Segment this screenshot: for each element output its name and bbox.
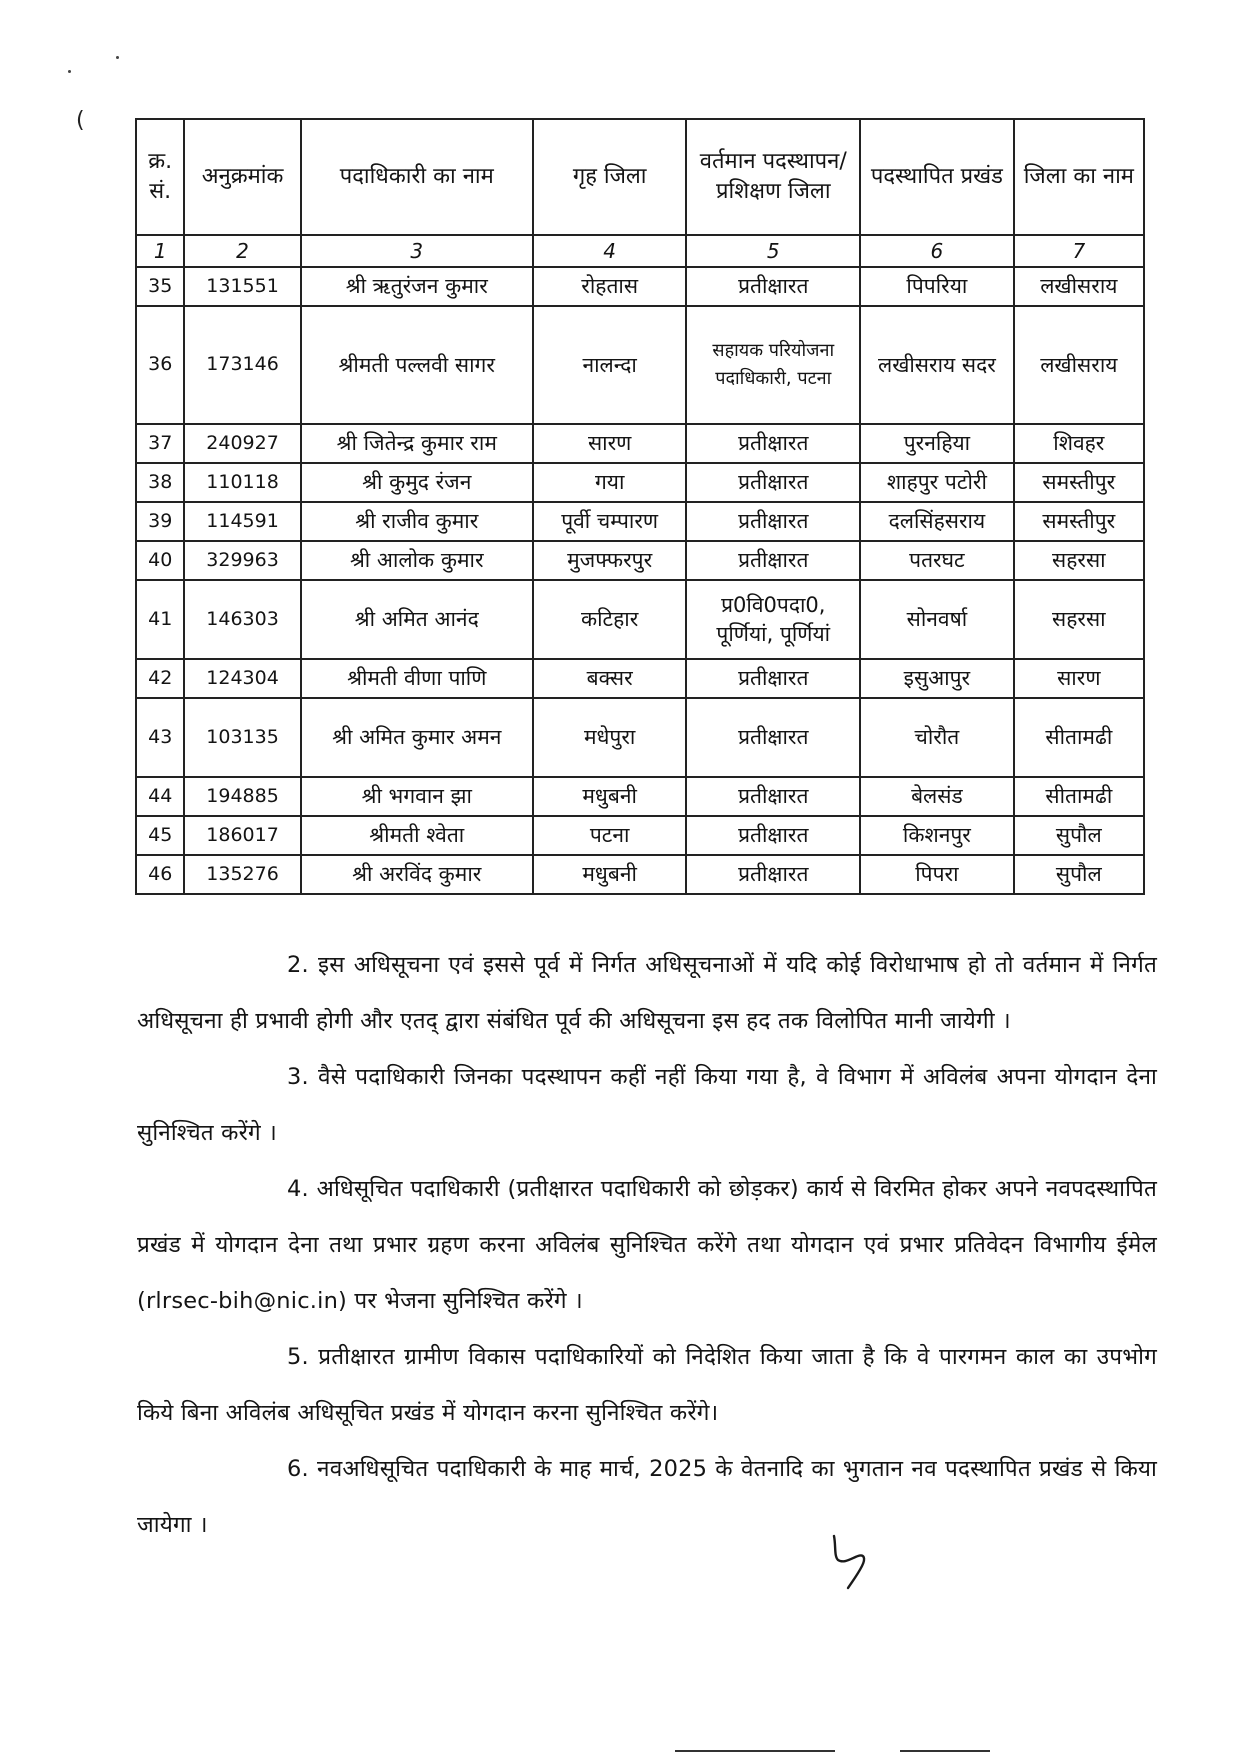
clause-3: 3. वैसे पदाधिकारी जिनका पदस्थापन कहीं नहीं किया गया है, वे विभाग में अविलंब अपना योगदान देना सुनिश्चित करेंगे ।: [137, 1064, 1157, 1146]
signature-mark: [828, 1532, 876, 1590]
column-index: 7: [1014, 235, 1144, 267]
footer-rule: [675, 1750, 835, 1752]
cell-roll: 110118: [184, 463, 300, 502]
cell-home-district: मधेपुरा: [533, 698, 687, 777]
cell-serial: 41: [136, 580, 184, 659]
cell-block: किशनपुर: [860, 816, 1014, 855]
cell-roll: 146303: [184, 580, 300, 659]
cell-block: बेलसंड: [860, 777, 1014, 816]
cell-district: सीतामढी: [1014, 698, 1144, 777]
cell-name: श्रीमती वीणा पाणि: [301, 659, 533, 698]
cell-name: श्री भगवान झा: [301, 777, 533, 816]
cell-name: श्री अरविंद कुमार: [301, 855, 533, 894]
table-row: [136, 580, 1144, 659]
table-row: [136, 659, 1144, 698]
cell-roll: 135276: [184, 855, 300, 894]
cell-block: सोनवर्षा: [860, 580, 1014, 659]
cell-block: चोरौत: [860, 698, 1014, 777]
clause-6: 6. नवअधिसूचित पदाधिकारी के माह मार्च, 2025 के वेतनादि का भुगतान नव पदस्थापित प्रखंड से किया जायेगा ।: [137, 1456, 1157, 1538]
cell-roll: 194885: [184, 777, 300, 816]
cell-name: श्री कुमुद रंजन: [301, 463, 533, 502]
cell-district: समस्तीपुर: [1014, 463, 1144, 502]
cell-district: लखीसराय: [1014, 306, 1144, 424]
cell-district: शिवहर: [1014, 424, 1144, 463]
cell-home-district: मुजफ्फरपुर: [533, 541, 687, 580]
cell-roll: 124304: [184, 659, 300, 698]
cell-serial: 44: [136, 777, 184, 816]
cell-block: इसुआपुर: [860, 659, 1014, 698]
cell-current-posting: प्रतीक्षारत: [686, 855, 860, 894]
cell-current-posting: प्रतीक्षारत: [686, 816, 860, 855]
cell-name: श्रीमती श्वेता: [301, 816, 533, 855]
scan-speck: [116, 56, 119, 59]
column-index: 3: [301, 235, 533, 267]
header-officer-name: पदाधिकारी का नाम: [301, 119, 533, 235]
cell-serial: 36: [136, 306, 184, 424]
table-row: [136, 855, 1144, 894]
cell-roll: 114591: [184, 502, 300, 541]
cell-home-district: पटना: [533, 816, 687, 855]
cell-block: लखीसराय सदर: [860, 306, 1014, 424]
cell-serial: 45: [136, 816, 184, 855]
cell-serial: 42: [136, 659, 184, 698]
clause-2: 2. इस अधिसूचना एवं इससे पूर्व में निर्गत अधिसूचनाओं में यदि कोई विरोधाभाष हो तो वर्तमान में निर्गत अधिसूचना ही प्रभावी होगी और एतद् द्वारा संबंधित पूर्व की अधिसूचना इस हद तक विलोपित मानी जायेगी ।: [137, 952, 1157, 1034]
cell-current-posting: प्रतीक्षारत: [686, 659, 860, 698]
cell-district: सारण: [1014, 659, 1144, 698]
cell-block: पिपरा: [860, 855, 1014, 894]
table-header-row: [136, 119, 1144, 235]
cell-roll: 240927: [184, 424, 300, 463]
cell-roll: 186017: [184, 816, 300, 855]
cell-name: श्री ऋतुरंजन कुमार: [301, 267, 533, 306]
cell-block: पुरनहिया: [860, 424, 1014, 463]
cell-name: श्री अमित कुमार अमन: [301, 698, 533, 777]
cell-serial: 38: [136, 463, 184, 502]
cell-roll: 173146: [184, 306, 300, 424]
cell-district: सुपौल: [1014, 855, 1144, 894]
cell-current-posting: प्रतीक्षारत: [686, 777, 860, 816]
notification-clauses: [137, 937, 1157, 1553]
officer-posting-table: [135, 118, 1145, 895]
column-index: 6: [860, 235, 1014, 267]
cell-current-posting: सहायक परियोजना पदाधिकारी, पटना: [686, 306, 860, 424]
table-row: [136, 541, 1144, 580]
cell-name: श्री आलोक कुमार: [301, 541, 533, 580]
header-roll-number: अनुक्रमांक: [184, 119, 300, 235]
table-row: [136, 777, 1144, 816]
column-index: 5: [686, 235, 860, 267]
cell-current-posting: प्रतीक्षारत: [686, 698, 860, 777]
table-row: [136, 306, 1144, 424]
header-current-posting: वर्तमान पदस्थापन/ प्रशिक्षण जिला: [686, 119, 860, 235]
cell-name: श्री अमित आनंद: [301, 580, 533, 659]
cell-roll: 329963: [184, 541, 300, 580]
table-row: [136, 424, 1144, 463]
cell-current-posting: प्रतीक्षारत: [686, 463, 860, 502]
header-posted-block: पदस्थापित प्रखंड: [860, 119, 1014, 235]
cell-home-district: गया: [533, 463, 687, 502]
cell-home-district: मधुबनी: [533, 777, 687, 816]
cell-current-posting: प्रतीक्षारत: [686, 541, 860, 580]
header-home-district: गृह जिला: [533, 119, 687, 235]
table-row: [136, 816, 1144, 855]
cell-district: सहरसा: [1014, 580, 1144, 659]
cell-block: शाहपुर पटोरी: [860, 463, 1014, 502]
cell-district: लखीसराय: [1014, 267, 1144, 306]
column-index-row: [136, 235, 1144, 267]
cell-serial: 46: [136, 855, 184, 894]
cell-district: सुपौल: [1014, 816, 1144, 855]
column-index: 4: [533, 235, 687, 267]
cell-serial: 39: [136, 502, 184, 541]
cell-block: दलसिंहसराय: [860, 502, 1014, 541]
header-serial: क्र. सं.: [136, 119, 184, 235]
cell-serial: 35: [136, 267, 184, 306]
cell-name: श्री राजीव कुमार: [301, 502, 533, 541]
cell-district: सहरसा: [1014, 541, 1144, 580]
cell-current-posting: प्रतीक्षारत: [686, 424, 860, 463]
clause-4: 4. अधिसूचित पदाधिकारी (प्रतीक्षारत पदाधिकारी को छोड़कर) कार्य से विरमित होकर अपने नवपदस्थापित प्रखंड में योगदान देना तथा प्रभार ग्रहण करना अविलंब सुनिश्चित करेंगे तथा योगदान एवं प्रभार प्रतिवेदन विभागीय ईमेल (rlrsec-bih@nic.in) पर भेजना सुनिश्चित करेंगे ।: [137, 1176, 1157, 1314]
cell-home-district: नालन्दा: [533, 306, 687, 424]
margin-mark: (: [76, 108, 85, 133]
cell-district: सीतामढी: [1014, 777, 1144, 816]
cell-name: श्री जितेन्द्र कुमार राम: [301, 424, 533, 463]
cell-serial: 37: [136, 424, 184, 463]
cell-home-district: मधुबनी: [533, 855, 687, 894]
table-row: [136, 267, 1144, 306]
table-row: [136, 502, 1144, 541]
table-row: [136, 698, 1144, 777]
cell-home-district: बक्सर: [533, 659, 687, 698]
cell-serial: 43: [136, 698, 184, 777]
cell-home-district: रोहतास: [533, 267, 687, 306]
footer-rule: [900, 1750, 990, 1752]
cell-block: पतरघट: [860, 541, 1014, 580]
cell-name: श्रीमती पल्लवी सागर: [301, 306, 533, 424]
cell-block: पिपरिया: [860, 267, 1014, 306]
table-row: [136, 463, 1144, 502]
cell-home-district: पूर्वी चम्पारण: [533, 502, 687, 541]
cell-roll: 103135: [184, 698, 300, 777]
cell-current-posting: प्रतीक्षारत: [686, 502, 860, 541]
header-district-name: जिला का नाम: [1014, 119, 1144, 235]
cell-serial: 40: [136, 541, 184, 580]
cell-current-posting: प्रतीक्षारत: [686, 267, 860, 306]
clause-5: 5. प्रतीक्षारत ग्रामीण विकास पदाधिकारियों को निदेशित किया जाता है कि वे पारगमन काल का उपभोग किये बिना अविलंब अधिसूचित प्रखंड में योगदान करना सुनिश्चित करेंगे।: [137, 1344, 1157, 1426]
cell-home-district: कटिहार: [533, 580, 687, 659]
cell-current-posting: प्र0वि0पदा0, पूर्णियां, पूर्णियां: [686, 580, 860, 659]
column-index: 1: [136, 235, 184, 267]
scan-speck: [68, 70, 71, 73]
cell-district: समस्तीपुर: [1014, 502, 1144, 541]
cell-home-district: सारण: [533, 424, 687, 463]
column-index: 2: [184, 235, 300, 267]
cell-roll: 131551: [184, 267, 300, 306]
